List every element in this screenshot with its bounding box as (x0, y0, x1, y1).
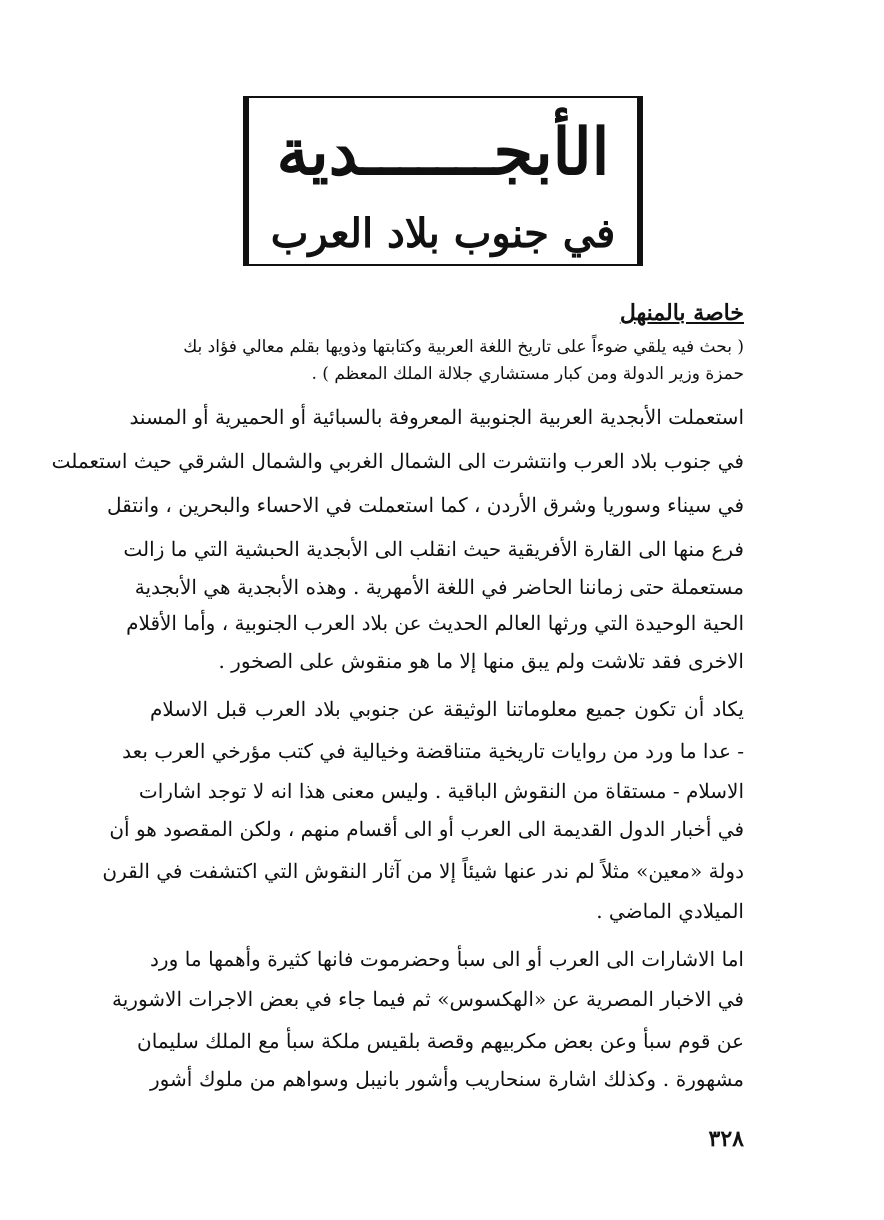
body-line: اما الاشارات الى العرب أو الى سبأ وحضرموت فانها كثيرة وأهمها ما ورد (150, 947, 744, 971)
body-line: في سيناء وسوريا وشرق الأردن ، كما استعملت في الاحساء والبحرين ، وانتقل (106, 493, 744, 517)
body-line: فرع منها الى القارة الأفريقية حيث انقلب الى الأبجدية الحبشية التي ما زالت (123, 537, 744, 561)
body-line: مستعملة حتى زماننا الحاضر في اللغة الأمهرية . وهذه الأبجدية هي الأبجدية (134, 575, 744, 599)
body-line: في جنوب بلاد العرب وانتشرت الى الشمال الغربي والشمال الشرقي حيث استعملت (51, 449, 744, 473)
source-label: خاصة بالمنهل (619, 300, 744, 326)
body-line: في الاخبار المصرية عن «الهكسوس» ثم فيما جاء في بعض الاجرات الاشورية (112, 987, 744, 1011)
body-line: مشهورة . وكذلك اشارة سنحاريب وأشور بانيبل وسواهم من ملوك أشور (150, 1067, 744, 1091)
intro-note: ( بحث فيه يلقي ضوءاً على تاريخ اللغة العربية وكتابتها وذويها بقلم معالي فؤاد بك حمزة وزير الدولة ومن كبار مستشاري جلالة الملك المعظم ) . (183, 337, 744, 384)
page-number: ٣٢٨ (708, 1126, 744, 1152)
body-line: الاخرى فقد تلاشت ولم يبق منها إلا ما هو منقوش على الصخور . (218, 649, 744, 673)
body-line: يكاد أن تكون جميع معلوماتنا الوثيقة عن جنوبي بلاد العرب قبل الاسلام (150, 697, 744, 721)
title-box (243, 96, 643, 266)
body-line: الحية الوحيدة التي ورثها العالم الحديث عن بلاد العرب الجنوبية ، وأما الأقلام (126, 611, 744, 635)
body-line: في أخبار الدول القديمة الى العرب أو الى أقسام منهم ، ولكن المقصود هو أن (109, 817, 744, 841)
body-line: دولة «معين» مثلاً لم ندر عنها شيئاً إلا من آثار النقوش التي اكتشفت في القرن (102, 859, 744, 883)
body-line: عن قوم سبأ وعن بعض مكربيهم وقصة بلقيس ملكة سبأ مع الملك سليمان (137, 1029, 744, 1053)
body-line: الميلادي الماضي . (596, 899, 744, 923)
article-title: الأبجـــــــدية (276, 115, 610, 190)
body-line: - عدا ما ورد من روايات تاريخية متناقضة وخيالية في كتب مؤرخي العرب بعد (122, 739, 744, 763)
body-line: استعملت الأبجدية العربية الجنوبية المعروفة بالسبائية أو الحميرية أو المسند (129, 405, 744, 429)
article-subtitle: في جنوب بلاد العرب (270, 210, 616, 257)
body-line: الاسلام - مستقاة من النقوش الباقية . وليس معنى هذا انه لا توجد اشارات (138, 779, 744, 803)
